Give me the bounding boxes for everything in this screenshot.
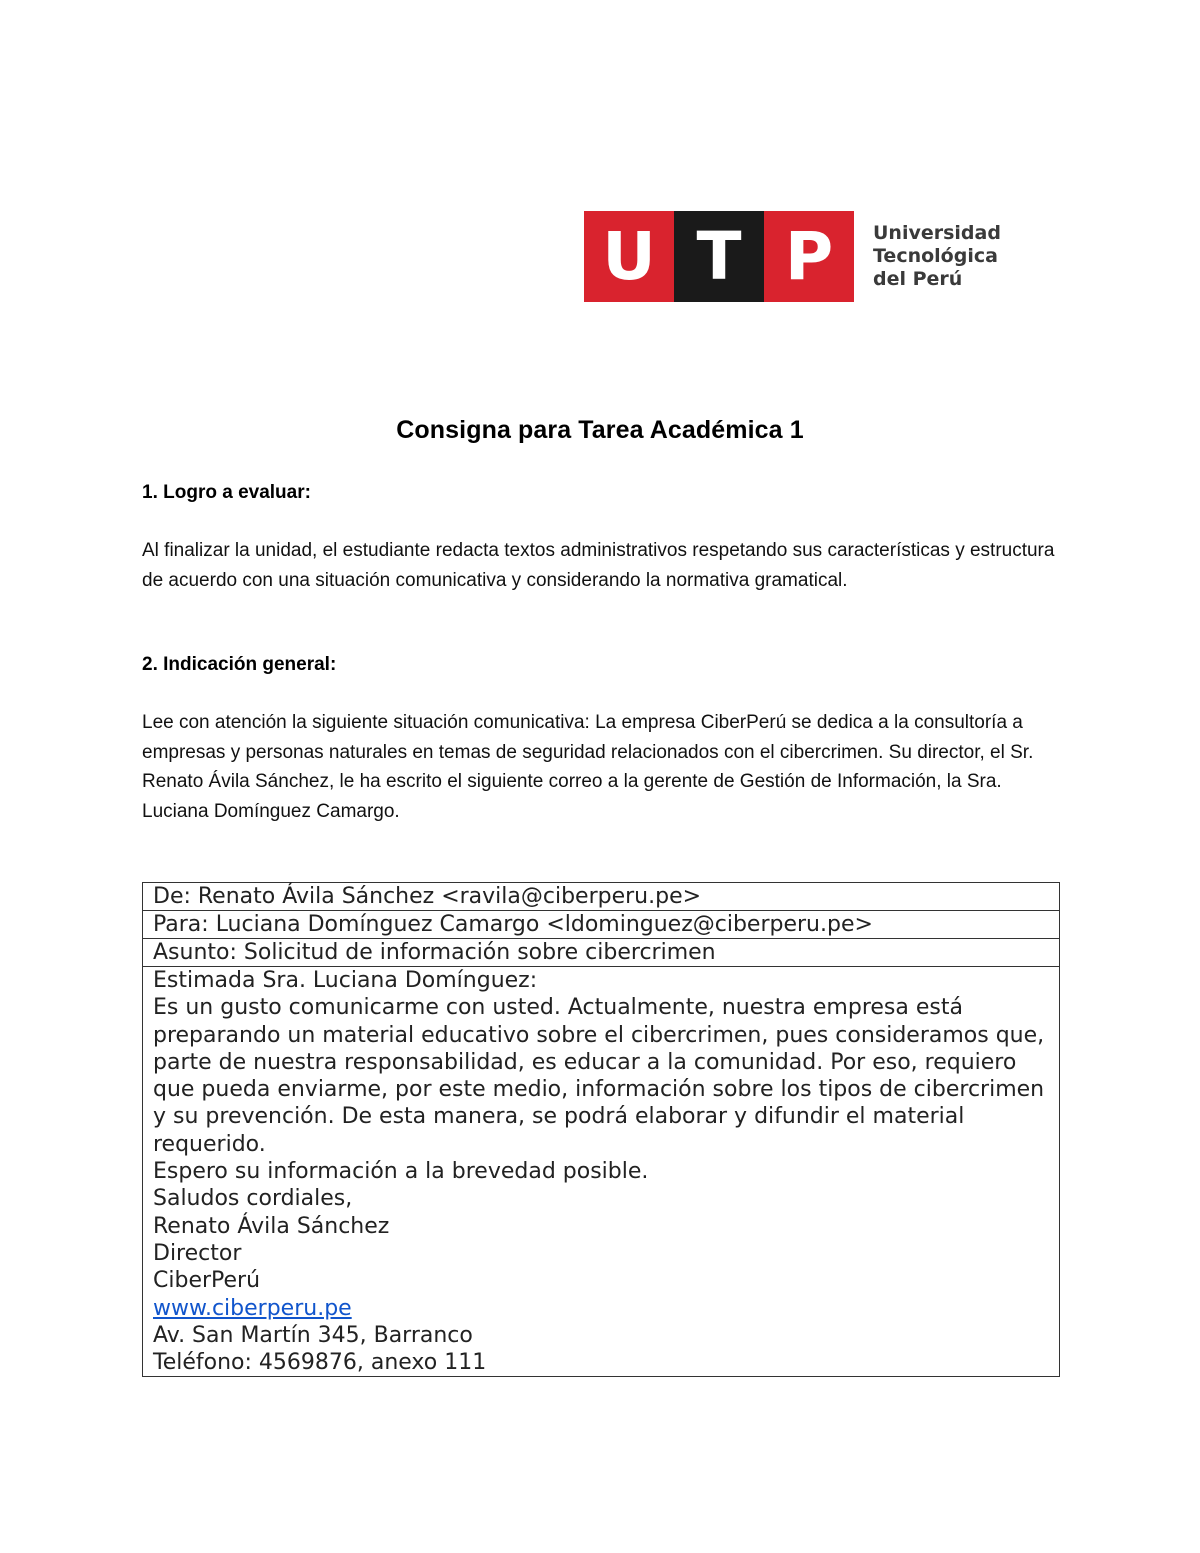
logo-letter-u: U [584,211,674,302]
email-from: De: Renato Ávila Sánchez <ravila@ciberperu.pe> [143,883,1060,911]
document-title: Consigna para Tarea Académica 1 [396,416,804,444]
email-body-cell [143,967,1060,1377]
email-greeting: Estimada Sra. Luciana Domínguez: [153,968,538,993]
section-text-indicacion: Lee con atención la siguiente situación comunicativa: La empresa CiberPerú se dedica a la consultoría a empresas y personas naturales en temas de seguridad relacionados con el cibercrimen. Su director, el Sr. Renato Ávila Sánchez, le ha escrito el siguiente correo a la gerente de Gestión de Información, la Sra. Luciana Domínguez Camargo. [142,712,1034,822]
signature-position: Director [153,1240,242,1266]
email-subject: Asunto: Solicitud de información sobre cibercrimen [143,939,1060,967]
email-from-row [143,883,1060,911]
email-body-row [143,967,1060,1377]
logo-name-line-2: Tecnológica [873,245,998,267]
logo-letter-t: T [674,211,764,302]
logo-name-line-3: del Perú [873,268,963,290]
logo-letter-p: P [764,211,854,302]
section-heading-indicacion: 2. Indicación general: [142,654,337,675]
email-sign-off: Saludos cordiales, [153,1186,353,1212]
section-text-logro: Al finalizar la unidad, el estudiante redacta textos administrativos respetando sus características y estructura de acuerdo con una situación comunicativa y considerando la normativa gramatical. [142,540,1055,591]
email-to-row [143,911,1060,939]
signature-company: CiberPerú [153,1268,261,1294]
signature-phone: Teléfono: 4569876, anexo 111 [153,1350,487,1376]
email-to: Para: Luciana Domínguez Camargo <ldominguez@ciberperu.pe> [143,911,1060,939]
email-table [142,882,1060,1377]
logo-name-line-1: Universidad [873,222,1001,244]
signature-address: Av. San Martín 345, Barranco [153,1322,473,1348]
email-body: Es un gusto comunicarme con usted. Actualmente, nuestra empresa está preparando un material educativo sobre el cibercrimen, pues consideramos que, parte de nuestra responsabilidad, es educar a la comunidad. Por eso, requiero que pueda enviarme, por este medio, información sobre los tipos de cibercrimen y su prevención. De esta manera, se podrá elaborar y difundir el material requerido. [153,995,1045,1157]
email-closing-request: Espero su información a la brevedad posible. [153,1159,649,1185]
utp-logo [584,211,1001,302]
section-heading-logro: 1. Logro a evaluar: [142,482,311,503]
signature-website-link[interactable]: www.ciberperu.pe [153,1295,352,1321]
email-subject-row [143,939,1060,967]
logo-university-name [873,222,1001,291]
signature-name: Renato Ávila Sánchez [153,1213,390,1239]
